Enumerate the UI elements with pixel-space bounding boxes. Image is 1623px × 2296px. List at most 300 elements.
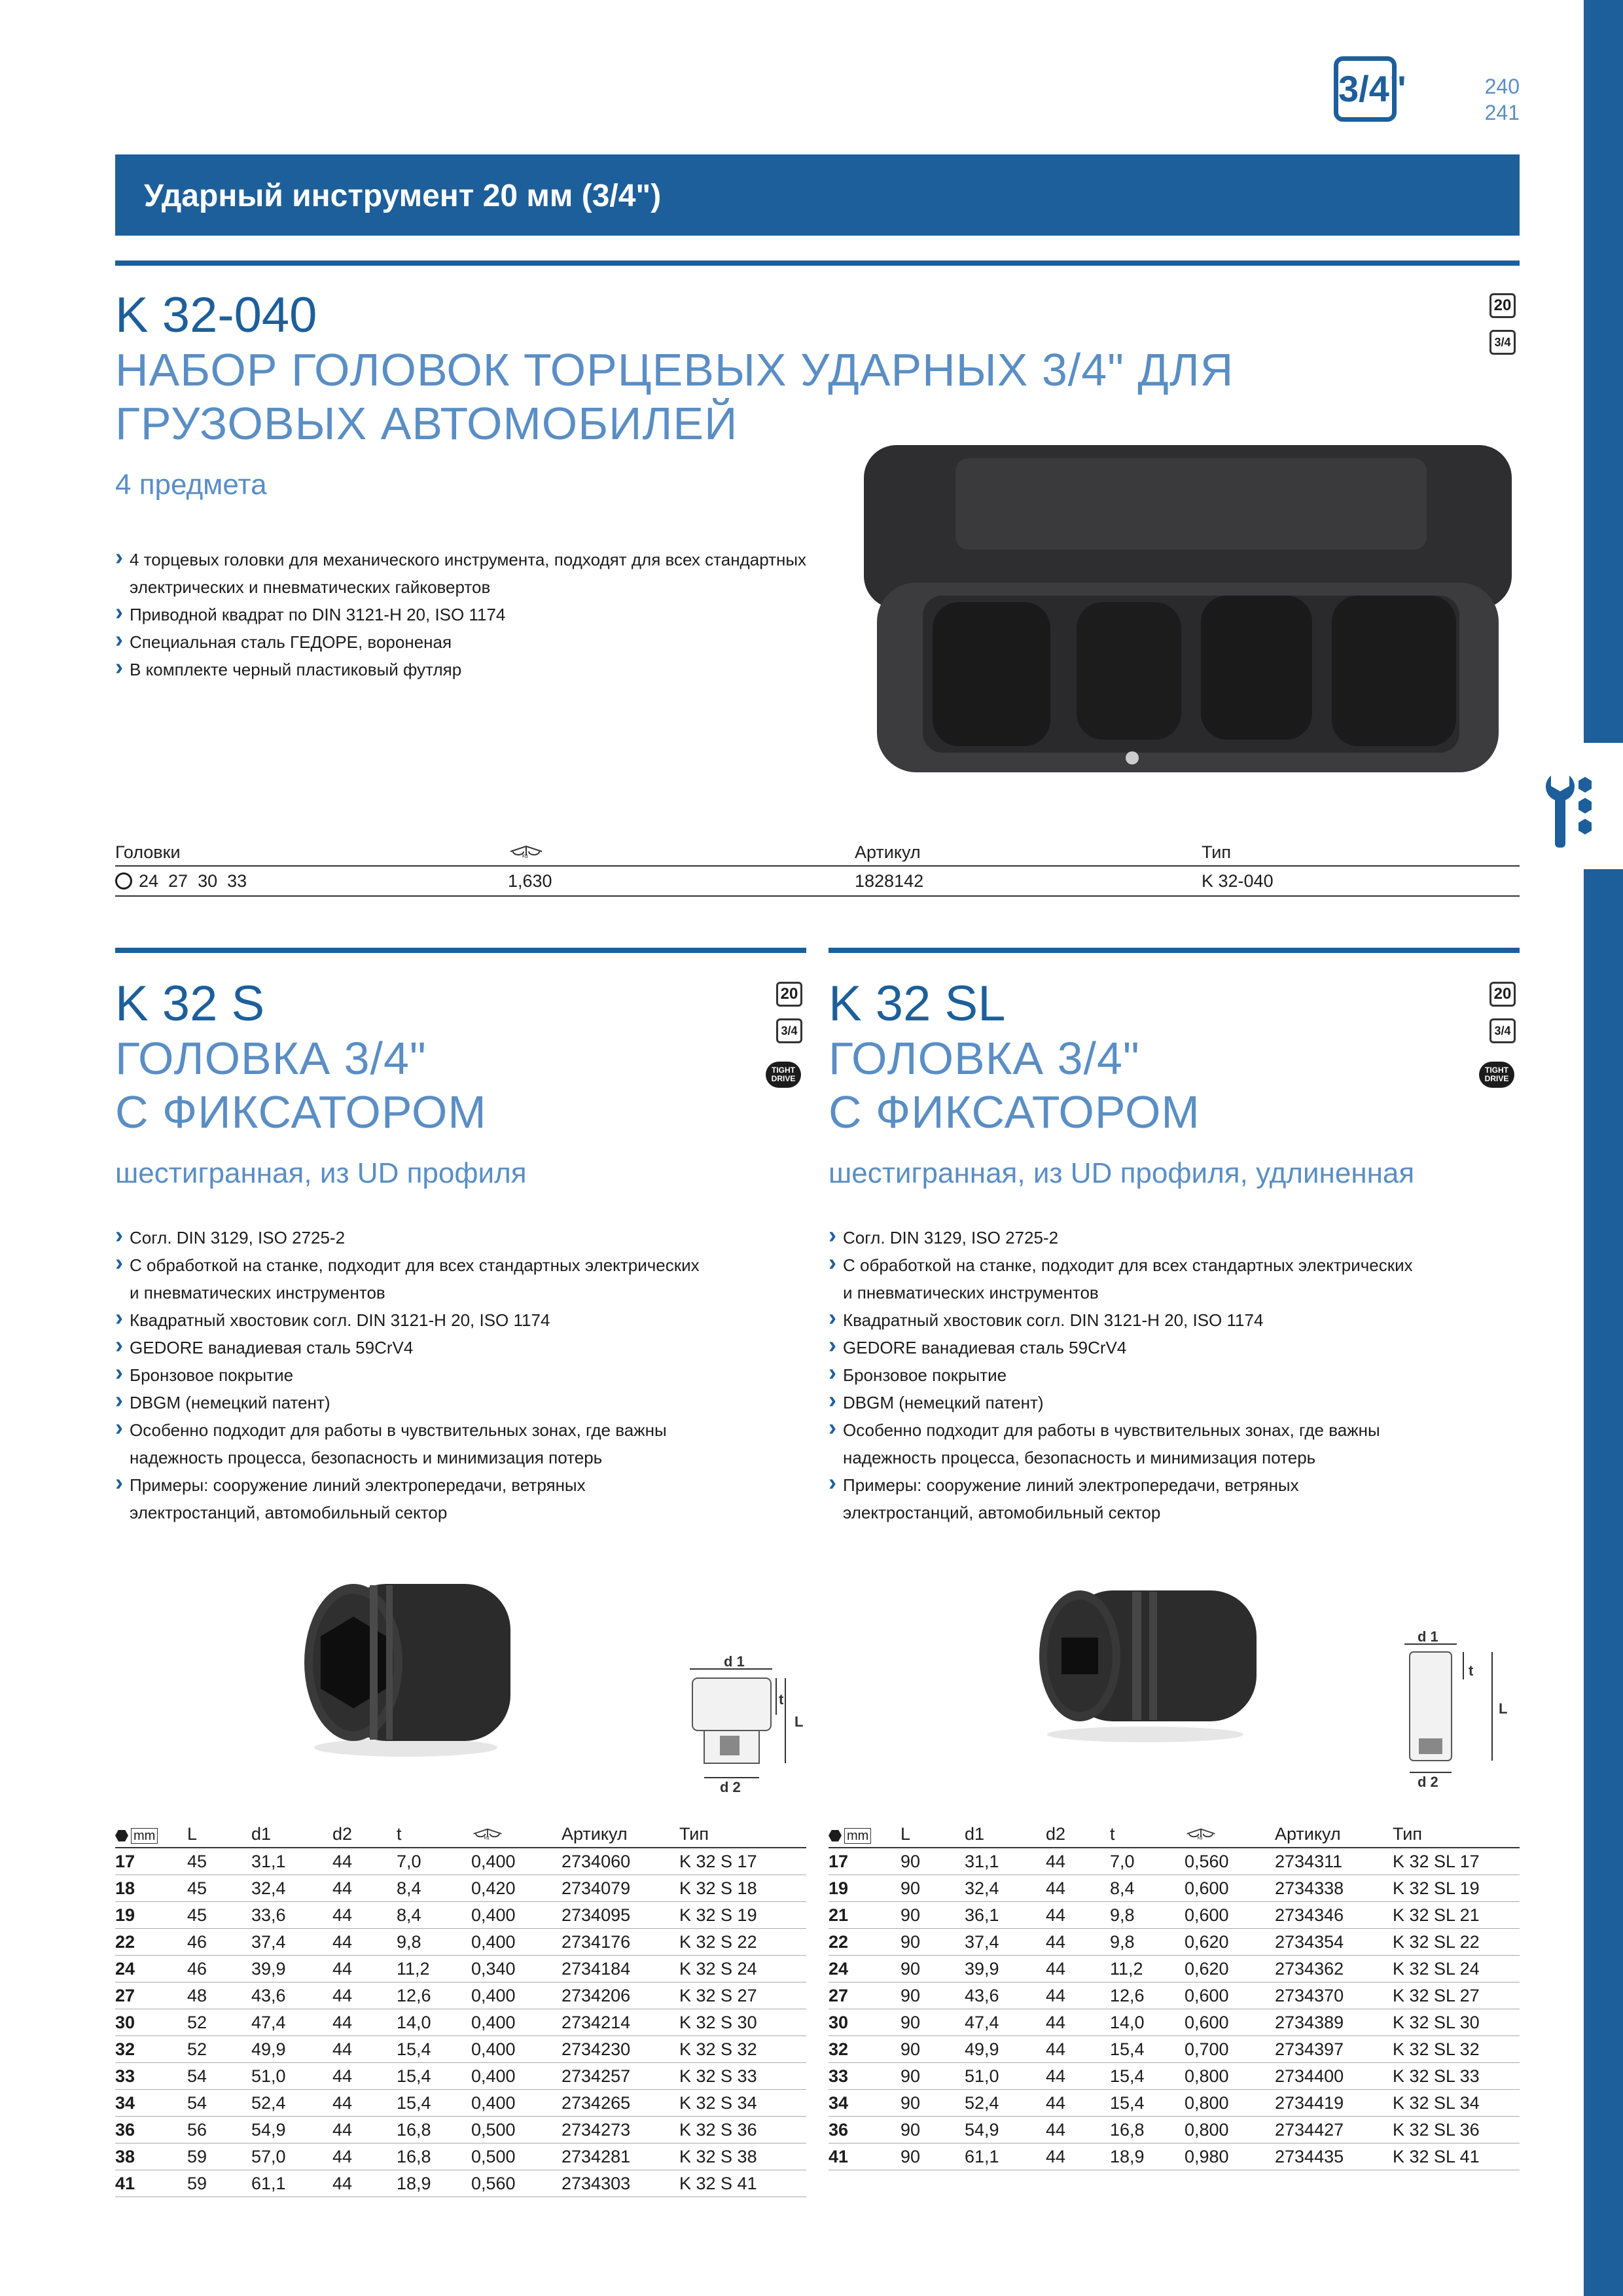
k32sl-col-d1: d1 — [965, 1821, 1046, 1848]
table-cell: 44 — [332, 1902, 397, 1929]
table-cell: K 32 SL 19 — [1393, 1875, 1520, 1902]
table-cell: 90 — [901, 2117, 965, 2144]
table-cell: K 32 S 30 — [679, 2009, 806, 2036]
set-top-rule — [115, 260, 1520, 266]
table-cell: 0,400 — [471, 1848, 562, 1875]
svg-text:kg: kg — [1197, 1835, 1203, 1840]
table-row — [115, 2117, 806, 2144]
table-cell: 59 — [187, 2170, 251, 2197]
table-cell: K 32 S 18 — [679, 1875, 806, 1902]
table-cell: 43,6 — [965, 1982, 1046, 2009]
set-feature: › 4 торцевых головки для механического инструмента, подходят для всех стандартных — [115, 546, 835, 573]
table-cell: 51,0 — [251, 2063, 332, 2090]
table-cell: 46 — [187, 1929, 251, 1956]
table-cell: 37,4 — [965, 1929, 1046, 1956]
table-cell: 9,8 — [397, 1929, 471, 1956]
k32sl-col-weight — [1185, 1821, 1275, 1848]
table-cell: 44 — [1046, 1902, 1110, 1929]
table-cell: 16,8 — [1110, 2117, 1185, 2144]
k32sl-tight-drive-icon: TIGHT DRIVE — [1479, 1062, 1514, 1088]
table-cell: 18 — [115, 1875, 187, 1902]
table-cell: 2734176 — [562, 1929, 679, 1956]
table-cell: 15,4 — [1110, 2090, 1185, 2117]
table-cell: K 32 SL 24 — [1393, 1956, 1520, 1982]
table-cell: 43,6 — [251, 1982, 332, 2009]
svg-text:L: L — [1499, 1700, 1508, 1717]
k32s-table-header — [115, 1821, 806, 1848]
table-cell: 56 — [187, 2117, 251, 2144]
table-cell: 0,400 — [471, 1929, 562, 1956]
table-cell: 18,9 — [397, 2170, 471, 2197]
table-cell: 2734214 — [562, 2009, 679, 2036]
k32s-feature-list — [115, 1224, 796, 1526]
hex-size-icon — [115, 1830, 128, 1842]
table-cell: 52 — [187, 2036, 251, 2063]
table-cell: 34 — [115, 2090, 187, 2117]
table-cell: 54 — [187, 2063, 251, 2090]
set-weight-cell: 1,630 — [508, 866, 855, 896]
table-cell: 44 — [332, 1956, 397, 1982]
table-cell: 2734273 — [562, 2117, 679, 2144]
table-cell: 33,6 — [251, 1902, 332, 1929]
table-cell: 31,1 — [965, 1848, 1046, 1875]
k32sl-feature: › DBGM (немецкий патент) — [829, 1389, 1509, 1416]
svg-text:L: L — [794, 1713, 804, 1730]
k32sl-col-d2: d2 — [1046, 1821, 1110, 1848]
table-cell: 38 — [115, 2144, 187, 2170]
table-row — [115, 1982, 806, 2009]
set-col-heads: Головки — [115, 839, 508, 866]
table-cell: 2734435 — [1275, 2144, 1393, 2170]
k32sl-col-size-label: mm — [844, 1828, 871, 1844]
table-cell: 44 — [332, 2090, 397, 2117]
table-cell: 0,980 — [1185, 2144, 1275, 2170]
table-cell: 0,600 — [1185, 1902, 1275, 1929]
k32s-feature-cont: надежность процесса, безопасность и минимизация потерь — [130, 1448, 603, 1467]
table-cell: 44 — [332, 2117, 397, 2144]
set-table-header — [115, 839, 1520, 866]
k32s-title-line2: С ФИКСАТОРОМ — [115, 1086, 487, 1138]
table-cell: K 32 S 24 — [679, 1956, 806, 1982]
table-cell: 2734397 — [1275, 2036, 1393, 2063]
table-cell: 44 — [1046, 1982, 1110, 2009]
table-row — [115, 2170, 806, 2197]
table-cell: K 32 SL 34 — [1393, 2090, 1520, 2117]
table-cell: 39,9 — [965, 1956, 1046, 1982]
table-row — [829, 2117, 1520, 2144]
svg-text:d 2: d 2 — [720, 1779, 741, 1793]
table-cell: 15,4 — [397, 2063, 471, 2090]
table-cell: 34 — [829, 2090, 901, 2117]
table-cell: 2734346 — [1275, 1902, 1393, 1929]
table-cell: 32 — [829, 2036, 901, 2063]
set-table-row — [115, 866, 1520, 896]
table-row — [115, 2063, 806, 2090]
table-cell: 90 — [901, 1956, 965, 1982]
k32s-feature: › Особенно подходит для работы в чувствительных зонах, где важны — [115, 1416, 796, 1444]
table-cell: 57,0 — [251, 2144, 332, 2170]
table-cell: 36 — [115, 2117, 187, 2144]
k32sl-feature: › Квадратный хвостовик согл. DIN 3121-H 20, ISO 1174 — [829, 1306, 1509, 1334]
k32sl-col-type: Тип — [1393, 1821, 1520, 1848]
table-cell: K 32 S 22 — [679, 1929, 806, 1956]
k32s-feature-cont: электростанций, автомобильный сектор — [130, 1503, 448, 1522]
table-cell: 44 — [1046, 2009, 1110, 2036]
table-cell: 0,800 — [1185, 2090, 1275, 2117]
svg-text:kg: kg — [484, 1835, 490, 1840]
set-feature: › Приводной квадрат по DIN 3121-H 20, ISO 1174 — [115, 601, 835, 628]
table-cell: 0,400 — [471, 2090, 562, 2117]
table-cell: 0,600 — [1185, 1875, 1275, 1902]
table-cell: 90 — [901, 2090, 965, 2117]
table-cell: 0,560 — [471, 2170, 562, 2197]
page-number-left: 240 — [1484, 75, 1520, 98]
k32s-col-size — [115, 1821, 187, 1848]
k32s-col-d1: d1 — [251, 1821, 332, 1848]
side-strip-top — [1584, 0, 1623, 743]
table-cell: 37,4 — [251, 1929, 332, 1956]
k32s-spec-table — [115, 1821, 806, 2197]
table-cell: 22 — [115, 1929, 187, 1956]
table-cell: 7,0 — [1110, 1848, 1185, 1875]
k32s-drive-badge: 3/4 — [776, 1018, 802, 1043]
table-cell: 0,340 — [471, 1956, 562, 1982]
table-cell: K 32 SL 17 — [1393, 1848, 1520, 1875]
table-cell: 54,9 — [965, 2117, 1046, 2144]
set-feature-cont: электрических и пневматических гайковертов — [130, 577, 491, 597]
table-cell: 0,400 — [471, 2036, 562, 2063]
svg-text:t: t — [1469, 1662, 1474, 1679]
table-cell: K 32 S 32 — [679, 2036, 806, 2063]
table-row — [115, 1848, 806, 1875]
table-cell: 44 — [1046, 2090, 1110, 2117]
table-cell: 0,420 — [471, 1875, 562, 1902]
k32sl-table-header — [829, 1821, 1520, 1848]
table-row — [829, 2036, 1520, 2063]
k32s-feature: › DBGM (немецкий патент) — [115, 1389, 796, 1416]
k32s-subtitle: шестигранная, из UD профиля — [115, 1157, 527, 1189]
table-row — [829, 1956, 1520, 1982]
set-feature-list — [115, 546, 835, 683]
table-cell: 44 — [332, 1929, 397, 1956]
k32s-col-t: t — [397, 1821, 471, 1848]
table-cell: 0,800 — [1185, 2063, 1275, 2090]
table-cell: 2734184 — [562, 1956, 679, 1982]
table-cell: 9,8 — [1110, 1902, 1185, 1929]
table-cell: 49,9 — [251, 2036, 332, 2063]
table-cell: K 32 S 34 — [679, 2090, 806, 2117]
table-cell: 45 — [187, 1875, 251, 1902]
table-cell: 90 — [901, 1902, 965, 1929]
table-cell: 30 — [829, 2009, 901, 2036]
table-cell: 2734265 — [562, 2090, 679, 2117]
table-cell: 36 — [829, 2117, 901, 2144]
table-row — [829, 1929, 1520, 1956]
table-cell: 44 — [1046, 2144, 1110, 2170]
table-cell: 2734311 — [1275, 1848, 1393, 1875]
svg-text:d 1: d 1 — [724, 1653, 745, 1670]
table-cell: 47,4 — [251, 2009, 332, 2036]
k32s-col-weight — [471, 1821, 562, 1848]
table-cell: 22 — [829, 1929, 901, 1956]
table-cell: 30 — [115, 2009, 187, 2036]
table-cell: 2734257 — [562, 2063, 679, 2090]
set-subtitle: 4 предмета — [115, 469, 267, 501]
table-cell: 44 — [1046, 1929, 1110, 1956]
k32sl-code: K 32 SL — [829, 976, 1006, 1031]
table-cell: 8,4 — [397, 1902, 471, 1929]
weight-icon — [508, 842, 544, 858]
k32sl-feature: › Примеры: сооружение линий электропередачи, ветряных — [829, 1471, 1509, 1499]
table-cell: 31,1 — [251, 1848, 332, 1875]
table-cell: 90 — [901, 1982, 965, 2009]
table-cell: 2734419 — [1275, 2090, 1393, 2117]
table-cell: 44 — [332, 2063, 397, 2090]
set-feature: › Специальная сталь ГЕДОРЕ, вороненая — [115, 628, 835, 656]
table-cell: K 32 SL 33 — [1393, 2063, 1520, 2090]
set-feature: › В комплекте черный пластиковый футляр — [115, 656, 835, 683]
k32s-col-article: Артикул — [562, 1821, 679, 1848]
table-row — [115, 2009, 806, 2036]
svg-text:d 1: d 1 — [1418, 1630, 1438, 1645]
k32sl-table-body — [829, 1848, 1520, 2170]
set-col-type: Тип — [1202, 839, 1520, 866]
table-cell: K 32 SL 30 — [1393, 2009, 1520, 2036]
k32s-feature: › Примеры: сооружение линий электропередачи, ветряных — [115, 1471, 796, 1499]
table-cell: 47,4 — [965, 2009, 1046, 2036]
table-cell: 44 — [1046, 1875, 1110, 1902]
table-cell: 32,4 — [251, 1875, 332, 1902]
k32s-tight-drive-icon: TIGHT DRIVE — [766, 1062, 801, 1088]
table-cell: 2734079 — [562, 1875, 679, 1902]
set-col-weight — [508, 839, 855, 866]
table-cell: 44 — [332, 2144, 397, 2170]
table-cell: 17 — [115, 1848, 187, 1875]
table-cell: 15,4 — [397, 2090, 471, 2117]
table-row — [829, 1902, 1520, 1929]
table-cell: 0,600 — [1185, 1982, 1275, 2009]
table-cell: 2734303 — [562, 2170, 679, 2197]
table-cell: 0,700 — [1185, 2036, 1275, 2063]
k32sl-feature: › Бронзовое покрытие — [829, 1361, 1509, 1389]
table-cell: 90 — [901, 2036, 965, 2063]
table-cell: 17 — [829, 1848, 901, 1875]
table-cell: 44 — [332, 1848, 397, 1875]
table-cell: 0,400 — [471, 1902, 562, 1929]
ring-spanner-icon — [115, 872, 132, 889]
k32s-dimension-diagram — [681, 1649, 825, 1793]
table-cell: 61,1 — [965, 2144, 1046, 2170]
table-cell: 15,4 — [1110, 2036, 1185, 2063]
table-cell: 2734230 — [562, 2036, 679, 2063]
table-row — [115, 1875, 806, 1902]
table-cell: 90 — [901, 2009, 965, 2036]
k32sl-size-badge: 20 — [1489, 982, 1516, 1007]
set-type-cell: K 32-040 — [1202, 866, 1520, 896]
table-cell: 90 — [901, 1848, 965, 1875]
table-cell: K 32 S 27 — [679, 1982, 806, 2009]
set-drive-badge: 3/4 — [1489, 330, 1516, 355]
k32s-feature-cont: и пневматических инструментов — [130, 1283, 385, 1302]
table-cell: 19 — [115, 1902, 187, 1929]
section-title: Ударный инструмент 20 мм (3/4") — [144, 179, 662, 213]
k32sl-col-L: L — [901, 1821, 965, 1848]
table-cell: 14,0 — [397, 2009, 471, 2036]
table-cell: 8,4 — [397, 1875, 471, 1902]
k32s-feature: › Согл. DIN 3129, ISO 2725-2 — [115, 1224, 796, 1251]
table-cell: 2734060 — [562, 1848, 679, 1875]
table-cell: 12,6 — [397, 1982, 471, 2009]
set-table — [115, 839, 1520, 897]
table-cell: 8,4 — [1110, 1875, 1185, 1902]
table-cell: 2734281 — [562, 2144, 679, 2170]
table-cell: 2734427 — [1275, 2117, 1393, 2144]
table-cell: 90 — [901, 1929, 965, 1956]
table-cell: 51,0 — [965, 2063, 1046, 2090]
table-cell: 0,620 — [1185, 1956, 1275, 1982]
k32s-feature: › Бронзовое покрытие — [115, 1361, 796, 1389]
table-cell: 24 — [115, 1956, 187, 1982]
table-cell: 9,8 — [1110, 1929, 1185, 1956]
k32sl-socket-image — [1021, 1577, 1270, 1748]
table-cell: 27 — [829, 1982, 901, 2009]
table-cell: 52,4 — [965, 2090, 1046, 2117]
socket-set-case-image — [857, 439, 1518, 779]
table-cell: 48 — [187, 1982, 251, 2009]
table-cell: K 32 S 33 — [679, 2063, 806, 2090]
table-row — [829, 1982, 1520, 2009]
table-cell: 0,600 — [1185, 2009, 1275, 2036]
set-size-badge: 20 — [1489, 293, 1516, 318]
table-cell: 54 — [187, 2090, 251, 2117]
drive-size-badge: 3/4" — [1334, 56, 1397, 122]
hex-size-icon — [829, 1830, 842, 1842]
table-cell: 44 — [332, 2036, 397, 2063]
table-cell: 2734389 — [1275, 2009, 1393, 2036]
set-title-line1: НАБОР ГОЛОВОК ТОРЦЕВЫХ УДАРНЫХ 3/4" ДЛЯ — [115, 344, 1234, 395]
table-cell: 44 — [332, 2170, 397, 2197]
table-cell: 0,400 — [471, 2063, 562, 2090]
table-cell: K 32 S 17 — [679, 1848, 806, 1875]
svg-text:t: t — [779, 1691, 784, 1708]
table-cell: 2734206 — [562, 1982, 679, 2009]
table-cell: 90 — [901, 2063, 965, 2090]
table-cell: 0,620 — [1185, 1929, 1275, 1956]
table-cell: 90 — [901, 2144, 965, 2170]
k32sl-subtitle: шестигранная, из UD профиля, удлиненная — [829, 1157, 1415, 1189]
weight-icon — [471, 1825, 504, 1840]
table-cell: K 32 SL 21 — [1393, 1902, 1520, 1929]
table-cell: 54,9 — [251, 2117, 332, 2144]
table-cell: 15,4 — [1110, 2063, 1185, 2090]
table-cell: 11,2 — [1110, 1956, 1185, 1982]
table-cell: 7,0 — [397, 1848, 471, 1875]
k32sl-spec-table — [829, 1821, 1520, 2170]
table-row — [829, 2090, 1520, 2117]
k32sl-title-line2: С ФИКСАТОРОМ — [829, 1086, 1200, 1138]
table-cell: 2734400 — [1275, 2063, 1393, 2090]
table-cell: 0,560 — [1185, 1848, 1275, 1875]
table-cell: 18,9 — [1110, 2144, 1185, 2170]
table-cell: 44 — [1046, 1848, 1110, 1875]
table-cell: 41 — [115, 2170, 187, 2197]
table-cell: 0,400 — [471, 1982, 562, 2009]
table-cell: K 32 SL 27 — [1393, 1982, 1520, 2009]
k32sl-title-line1: ГОЛОВКА 3/4" — [829, 1033, 1140, 1084]
table-cell: 2734338 — [1275, 1875, 1393, 1902]
k32s-feature: › Квадратный хвостовик согл. DIN 3121-H 20, ISO 1174 — [115, 1306, 796, 1334]
k32s-top-rule — [115, 948, 806, 953]
k32s-col-size-label: mm — [131, 1828, 158, 1844]
page-numbers — [1459, 73, 1520, 126]
table-cell: 45 — [187, 1902, 251, 1929]
table-cell: 52,4 — [251, 2090, 332, 2117]
table-cell: 0,500 — [471, 2144, 562, 2170]
table-cell: 0,500 — [471, 2117, 562, 2144]
k32sl-feature: › Особенно подходит для работы в чувствительных зонах, где важны — [829, 1416, 1509, 1444]
wrench-category-icon[interactable] — [1538, 769, 1601, 854]
k32sl-drive-badge: 3/4 — [1489, 1018, 1516, 1043]
set-title-line2: ГРУЗОВЫХ АВТОМОБИЛЕЙ — [115, 398, 738, 449]
set-col-article: Артикул — [855, 839, 1202, 866]
k32s-socket-image — [288, 1571, 524, 1761]
table-cell: 46 — [187, 1956, 251, 1982]
table-cell: 21 — [829, 1902, 901, 1929]
table-cell: 44 — [332, 1982, 397, 2009]
k32sl-top-rule — [829, 948, 1520, 953]
table-row — [115, 2144, 806, 2170]
table-cell: 90 — [901, 1875, 965, 1902]
table-cell: 11,2 — [397, 1956, 471, 1982]
table-cell: 61,1 — [251, 2170, 332, 2197]
table-cell: 32 — [115, 2036, 187, 2063]
k32s-title-line1: ГОЛОВКА 3/4" — [115, 1033, 427, 1084]
svg-text:kg: kg — [522, 852, 528, 858]
k32s-col-d2: d2 — [332, 1821, 397, 1848]
table-cell: 45 — [187, 1848, 251, 1875]
side-strip-bottom — [1584, 869, 1623, 2296]
k32sl-feature: › GEDORE ванадиевая сталь 59CrV4 — [829, 1334, 1509, 1361]
table-row — [829, 2009, 1520, 2036]
table-row — [115, 1929, 806, 1956]
table-cell: 0,400 — [471, 2009, 562, 2036]
table-cell: K 32 SL 36 — [1393, 2117, 1520, 2144]
k32sl-feature-cont: и пневматических инструментов — [843, 1283, 1099, 1302]
table-cell: 39,9 — [251, 1956, 332, 1982]
table-cell: 19 — [829, 1875, 901, 1902]
k32sl-dimension-diagram — [1400, 1630, 1518, 1793]
k32s-feature: › С обработкой на станке, подходит для всех стандартных электрических — [115, 1251, 796, 1279]
table-cell: 44 — [1046, 2036, 1110, 2063]
table-cell: 16,8 — [397, 2117, 471, 2144]
k32sl-feature-cont: электростанций, автомобильный сектор — [843, 1503, 1161, 1522]
table-cell: 59 — [187, 2144, 251, 2170]
set-code: K 32-040 — [115, 287, 317, 343]
table-cell: 24 — [829, 1956, 901, 1982]
table-row — [829, 2063, 1520, 2090]
table-row — [115, 2090, 806, 2117]
table-cell: 44 — [1046, 2063, 1110, 2090]
table-cell: K 32 S 38 — [679, 2144, 806, 2170]
table-cell: 12,6 — [1110, 1982, 1185, 2009]
table-cell: 33 — [829, 2063, 901, 2090]
k32s-col-type: Тип — [679, 1821, 806, 1848]
k32s-table-body — [115, 1848, 806, 2197]
table-cell: 44 — [332, 2009, 397, 2036]
table-row — [829, 2144, 1520, 2170]
k32s-code: K 32 S — [115, 976, 265, 1031]
table-cell: K 32 SL 41 — [1393, 2144, 1520, 2170]
